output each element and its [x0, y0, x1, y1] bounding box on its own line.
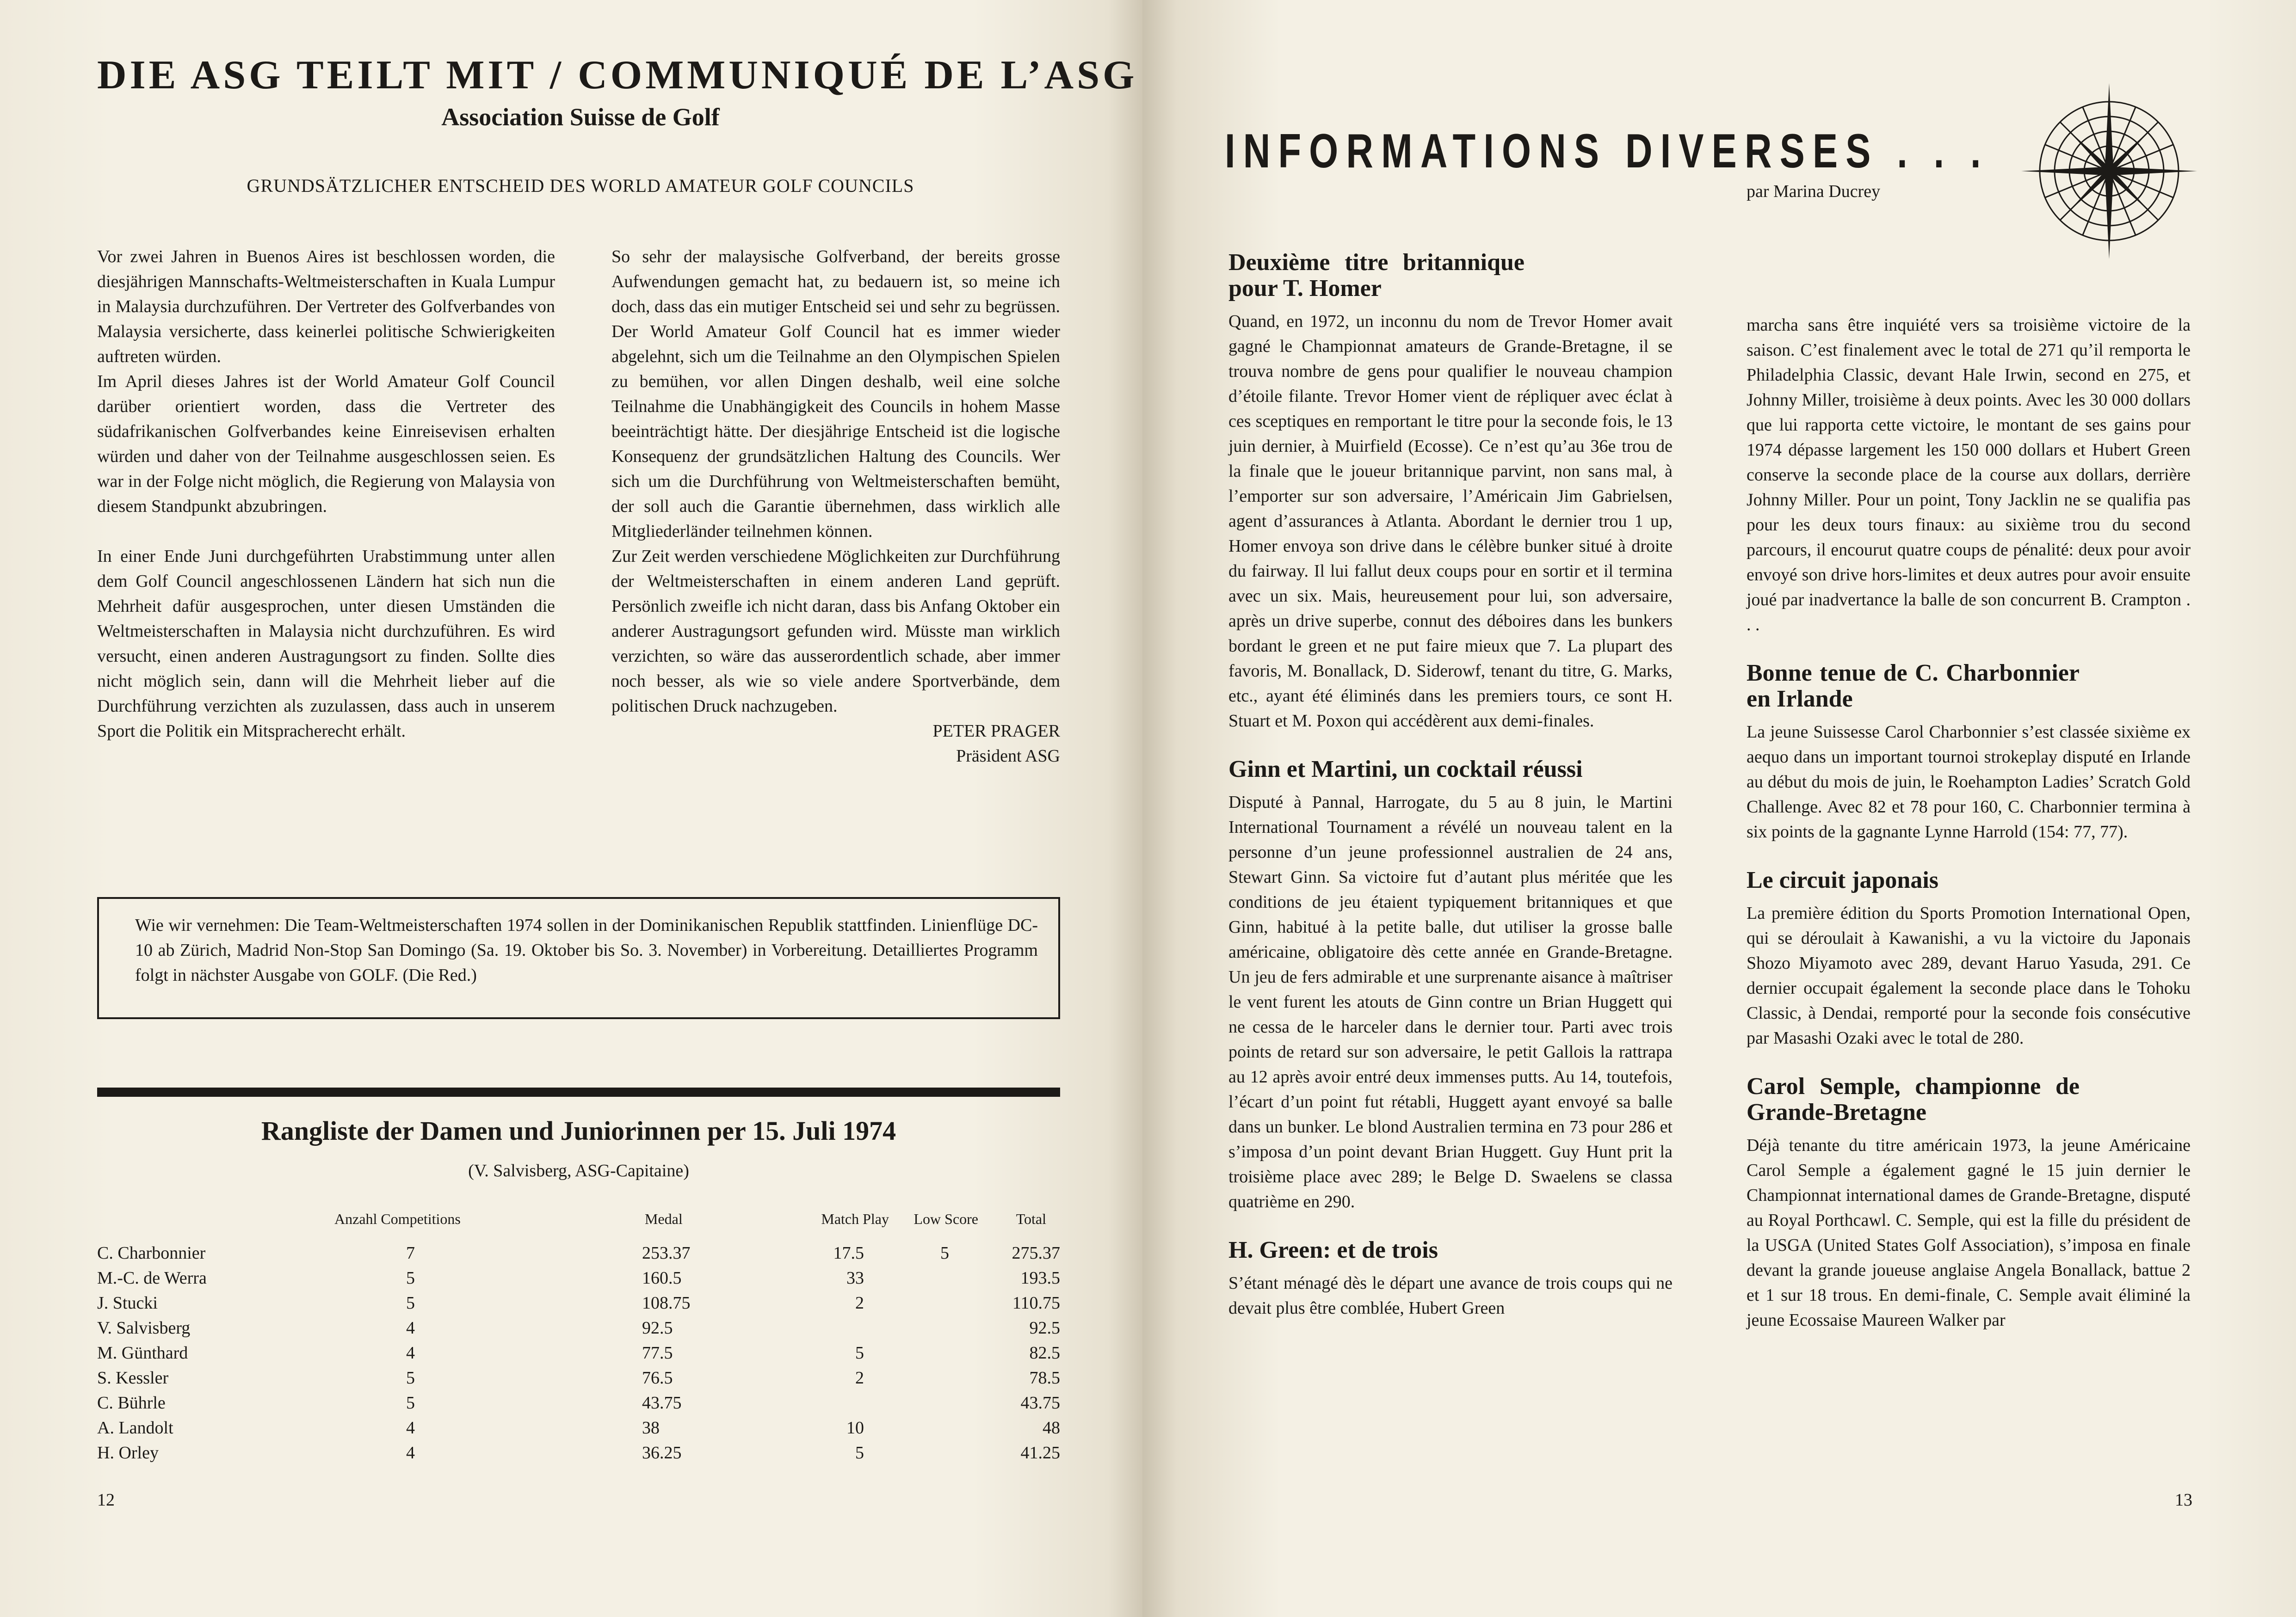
ranking-title: Rangliste der Damen und Juniorinnen per 15. Juli 1974	[261, 1116, 896, 1146]
medal-score: 253.37	[642, 1243, 691, 1263]
paragraph: Im April dieses Jahres ist der World Amateur Golf Council darüber orientiert worden, dass die Vertreter des südafrikanischen Golfverbandes keine Einreisevisen erhalten würden und daher von der Teilnahme ausgeschlossen seien. Es war in der Folge nicht möglich, die Regierung von Malaysia von diesem Standpunkt abzubringen.	[97, 372, 555, 516]
player-name: M.-C. de Werra	[97, 1268, 207, 1288]
article-heading: Le circuit japonais	[1747, 867, 1939, 893]
page-number: 12	[97, 1490, 115, 1510]
medal-score: 92.5	[642, 1318, 673, 1338]
paragraph: S’étant ménagé dès le départ une avance de trois coups qui ne devait plus être comblée, Hubert Green	[1228, 1273, 1673, 1318]
table-row	[97, 1268, 1060, 1293]
article-heading: Carol Semple, championne de Grande-Bretagne	[1747, 1073, 2080, 1125]
total-score: 92.5	[1029, 1318, 1060, 1338]
left-page	[0, 0, 1142, 1617]
paragraph: Disputé à Pannal, Harrogate, du 5 au 8 juin, le Martini International Tournament a révélé un nouveau talent en la personne d’un jeune professionnel australien de 24 ans, Stewart Ginn. Sa victoire fut d’autant plus méritée que les conditions de jeu étaient typiquement britanniques et que Ginn, habitué à la petite balle, dut utiliser la grosse balle américaine, obligatoire dès cette année en Grande-Bretagne. Un jeu de fers admirable et une surprenante aisance à maîtriser le vent furent les atouts de Ginn contre un Brian Huggett qui ne cessa de le harceler dans le dernier tour. Parti avec trois points de retard sur son adversaire, le petit Gallois la rattrapa au 12 après avoir entré deux immenses putts. Au 14, toutefois, l’écart d’un point fut rétabli, Huggett ayant envoyé sa balle dans un bunker. Le blond Australien termina en 73 pour 286 et s’imposa d’un point devant Brian Huggett. Guy Hunt prit la troisième place avec 289; le Belge D. Swaelens se classa quatrième en 290.	[1228, 793, 1673, 1211]
paragraph: Déjà tenante du titre américain 1973, la jeune Américaine Carol Semple a également gagné le 15 juin dernier le Championnat international dames de Grande-Bretagne, disputé au Royal Porthcawl. C. Semple, qui est la fille du président de la USGA (United States Golf Association), s’imposa en finale devant la grande joueuse anglaise Angela Bonallack, battue 2 et 1 sur 18 trous. En demi-finale, C. Semple avait éliminé la jeune Ecossaise Maureen Walker par	[1747, 1136, 2191, 1330]
association-name: Association Suisse de Golf	[441, 103, 720, 131]
page-number: 13	[2175, 1490, 2192, 1510]
header-match-play: Match Play	[821, 1211, 889, 1227]
total-score: 275.37	[1012, 1243, 1060, 1263]
page-title: INFORMATIONS DIVERSES . . .	[1225, 124, 1989, 178]
competitions-count: 7	[406, 1243, 415, 1263]
total-score: 193.5	[1020, 1268, 1060, 1288]
compass-rose-icon	[2021, 83, 2197, 259]
player-name: V. Salvisberg	[97, 1318, 191, 1338]
competitions-count: 4	[406, 1443, 415, 1463]
header-medal: Medal	[645, 1211, 683, 1227]
total-score: 41.25	[1020, 1443, 1060, 1463]
player-name: C. Bührle	[97, 1393, 166, 1413]
match-play-score: 33	[846, 1268, 864, 1288]
paragraph: Zur Zeit werden verschiedene Möglichkeiten zur Durchführung der Weltmeisterschaften in einem anderen Land geprüft. Persönlich zweifle ich nicht daran, dass bis Anfang Oktober ein anderer Austragungsort gefunden wird. Müsste man wirklich verzichten, so wäre das ausserordentlich schade, aber immer noch besser, als wie so viele andere Sportverbände, dem politischen Druck nachzugeben.	[611, 547, 1060, 716]
right-page	[1142, 0, 2296, 1617]
match-play-score: 2	[855, 1293, 864, 1313]
table-header	[97, 1211, 1060, 1243]
match-play-score: 5	[855, 1443, 864, 1463]
article-column-1	[97, 244, 555, 744]
article-column-2	[1747, 313, 2191, 1333]
table-row	[97, 1393, 1060, 1418]
competitions-count: 5	[406, 1268, 415, 1288]
competitions-count: 4	[406, 1343, 415, 1363]
player-name: J. Stucki	[97, 1293, 158, 1313]
page-title: DIE ASG TEILT MIT / COMMUNIQUÉ DE L’ASG	[97, 53, 1138, 98]
player-name: C. Charbonnier	[97, 1243, 206, 1263]
player-name: A. Landolt	[97, 1418, 173, 1438]
section-divider	[97, 1088, 1060, 1097]
medal-score: 160.5	[642, 1268, 682, 1288]
article-heading: H. Green: et de trois	[1228, 1237, 1438, 1263]
article-column-2	[611, 244, 1060, 769]
match-play-score: 5	[855, 1343, 864, 1363]
ranking-subtitle: (V. Salvisberg, ASG-Capitaine)	[468, 1161, 689, 1180]
paragraph: Vor zwei Jahren in Buenos Aires ist beschlossen worden, die diesjährigen Mannschafts-Weltmeisterschaften in Kuala Lumpur in Malaysia durchzuführen. Der Vertreter des Golfverbandes von Malaysia versicherte, dass keinerlei politische Schwierigkeiten auftreten würden.	[97, 247, 555, 366]
medal-score: 36.25	[642, 1443, 682, 1463]
match-play-score: 10	[846, 1418, 864, 1438]
table-row	[97, 1418, 1060, 1443]
player-name: S. Kessler	[97, 1368, 169, 1388]
total-score: 78.5	[1029, 1368, 1060, 1388]
match-play-score: 17.5	[833, 1243, 864, 1263]
match-play-score: 2	[855, 1368, 864, 1388]
total-score: 43.75	[1020, 1393, 1060, 1413]
competitions-count: 5	[406, 1293, 415, 1313]
medal-score: 108.75	[642, 1293, 691, 1313]
header-low-score: Low Score	[913, 1211, 978, 1227]
player-name: M. Günthard	[97, 1343, 188, 1363]
ranking-table	[97, 1211, 1060, 1468]
editor-note-box	[97, 897, 1060, 1019]
paragraph: So sehr der malaysische Golfverband, der bereits grosse Aufwendungen gemacht hat, zu bedauern ist, so meine ich doch, dass das ein mutiger Entscheid sei und sehr zu begrüssen. Der World Amateur Golf Council hat es immer wieder abgelehnt, sich um die Teilnahme an den Olympischen Spielen zu bemühen, vor allen Dingen deshalb, weil eine solche Teilnahme die Unabhängigkeit des Councils in hohem Masse beeinträchtigt hätte. Der diesjährige Entscheid ist die logische Konsequenz der grundsätzlichen Haltung des Councils. Wer sich um die Durchführung von Weltmeisterschaften bemüht, der soll auch die Garantie übernehmen, dass wirklich alle Mitgliederländer teilnehmen können.	[611, 247, 1060, 541]
paragraph: La première édition du Sports Promotion International Open, qui se déroulait à Kawanishi, a vu la victoire du Japonais Shozo Miyamoto avec 289, devant Haruo Yasuda, 291. Ce dernier occupait également la seconde place dans le Tohoku Classic, à Dendai, remporté pour la seconde fois consécutive par Masashi Ozaki avec le total de 280.	[1747, 904, 2191, 1048]
editor-note: Wie wir vernehmen: Die Team-Weltmeisterschaften 1974 sollen in der Dominikanischen Republik stattfinden. Linienflüge DC-10 ab Zürich, Madrid Non-Stop San Domingo (Sa. 19. Oktober bis So. 3. November) in Vorbereitung. Detailliertes Programm folgt in nächster Ausgabe von GOLF. (Die Red.)	[135, 916, 1038, 985]
total-score: 110.75	[1012, 1293, 1060, 1313]
article-subtitle: GRUNDSÄTZLICHER ENTSCHEID DES WORLD AMATEUR GOLF COUNCILS	[247, 175, 914, 196]
table-row	[97, 1318, 1060, 1343]
competitions-count: 5	[406, 1393, 415, 1413]
player-name: H. Orley	[97, 1443, 159, 1463]
competitions-count: 4	[406, 1318, 415, 1338]
signature-name: PETER PRAGER	[932, 721, 1060, 741]
article-column-1	[1228, 250, 1673, 1321]
table-row	[97, 1443, 1060, 1468]
article-heading: Deuxième titre britannique pour T. Homer	[1228, 249, 1524, 301]
medal-score: 38	[642, 1418, 660, 1438]
table-row	[97, 1343, 1060, 1368]
paragraph: La jeune Suissesse Carol Charbonnier s’est classée sixième ex aequo dans un important tournoi strokeplay disputé en Irlande au début du mois de juin, le Roehampton Ladies’ Scratch Gold Challenge. Avec 82 et 78 pour 160, C. Charbonnier termina à six points de la gagnante Lynne Harrold (154: 77, 77).	[1747, 722, 2191, 842]
total-score: 82.5	[1029, 1343, 1060, 1363]
medal-score: 76.5	[642, 1368, 673, 1388]
table-row	[97, 1293, 1060, 1318]
paragraph: In einer Ende Juni durchgeführten Urabstimmung unter allen dem Golf Council angeschlossenen Ländern hat sich nun die Mehrheit dafür ausgesprochen, unter diesen Umständen die Weltmeisterschaften in Malaysia nicht durchzuführen. Es wird versucht, einen anderen Austragungsort zu finden. Sollte dies nicht möglich sein, dann will die Mehrheit lieber auf die Durchführung verzichten als zuzulassen, dass auch in unserem Sport die Politik ein Mitspracherecht erhält.	[97, 547, 555, 741]
competitions-count: 5	[406, 1368, 415, 1388]
article-heading: Ginn et Martini, un cocktail réussi	[1228, 756, 1583, 782]
header-competitions: Anzahl Competitions	[334, 1211, 461, 1227]
medal-score: 43.75	[642, 1393, 682, 1413]
competitions-count: 4	[406, 1418, 415, 1438]
table-row	[97, 1243, 1060, 1268]
header-total: Total	[1016, 1211, 1046, 1227]
total-score: 48	[1043, 1418, 1060, 1438]
table-row	[97, 1368, 1060, 1393]
paragraph: marcha sans être inquiété vers sa troisième victoire de la saison. C’est finalement avec le total de 271 qu’il remporta le Philadelphia Classic, devant Hale Irwin, second en 275, et Johnny Miller, troisième à deux points. Avec les 30 000 dollars que lui rapporta cette victoire, le montant de ses gains pour 1974 dépasse largement les 150 000 dollars et Hubert Green conserve la seconde place de la course aux dollars, derrière Johnny Miller. Pour un point, Tony Jacklin ne se qualifia pas pour les deux tours finaux: au sixième trou du second parcours, il encourut quatre coups de pénalité: deux pour avoir envoyé son drive hors-limites et deux autres pour avoir ensuite joué par inadvertance la balle de son concurrent B. Crampton . . .	[1747, 315, 2191, 634]
paragraph: Quand, en 1972, un inconnu du nom de Trevor Homer avait gagné le Championnat amateurs de Grande-Bretagne, il se trouva nombre de gens pour qualifier le nouveau champion d’étoile filante. Trevor Homer vient de répliquer avec éclat à ces sceptiques en remportant le titre pour la seconde fois, le 13 juin dernier, à Muirfield (Ecosse). Ce n’est qu’au 36e trou de la finale que le joueur britannique parvint, non sans mal, à l’emporter sur son adversaire, l’Américain Jim Gabrielsen, agent d’assurances à Atlanta. Abordant le dernier trou 1 up, Homer envoya son drive dans le célèbre bunker situé à droite du fairway. Il lui fallut deux coups pour en sortir et il termina avec un six. Mais, heureusement pour lui, son adversaire, après un drive superbe, connut des déboires dans les bunkers bordant le green et ne put faire mieux que 7. La plupart des favoris, M. Bonallack, D. Siderowf, tenant du titre, G. Marks, etc., ayant été éliminés dans les premiers tours, ce sont H. Stuart et M. Poxon qui accédèrent aux demi-finales.	[1228, 312, 1673, 731]
medal-score: 77.5	[642, 1343, 673, 1363]
low-score: 5	[940, 1243, 949, 1263]
article-heading: Bonne tenue de C. Charbonnier en Irlande	[1747, 660, 2080, 712]
author-byline: par Marina Ducrey	[1747, 182, 1881, 201]
signature-role: Präsident ASG	[956, 746, 1060, 766]
